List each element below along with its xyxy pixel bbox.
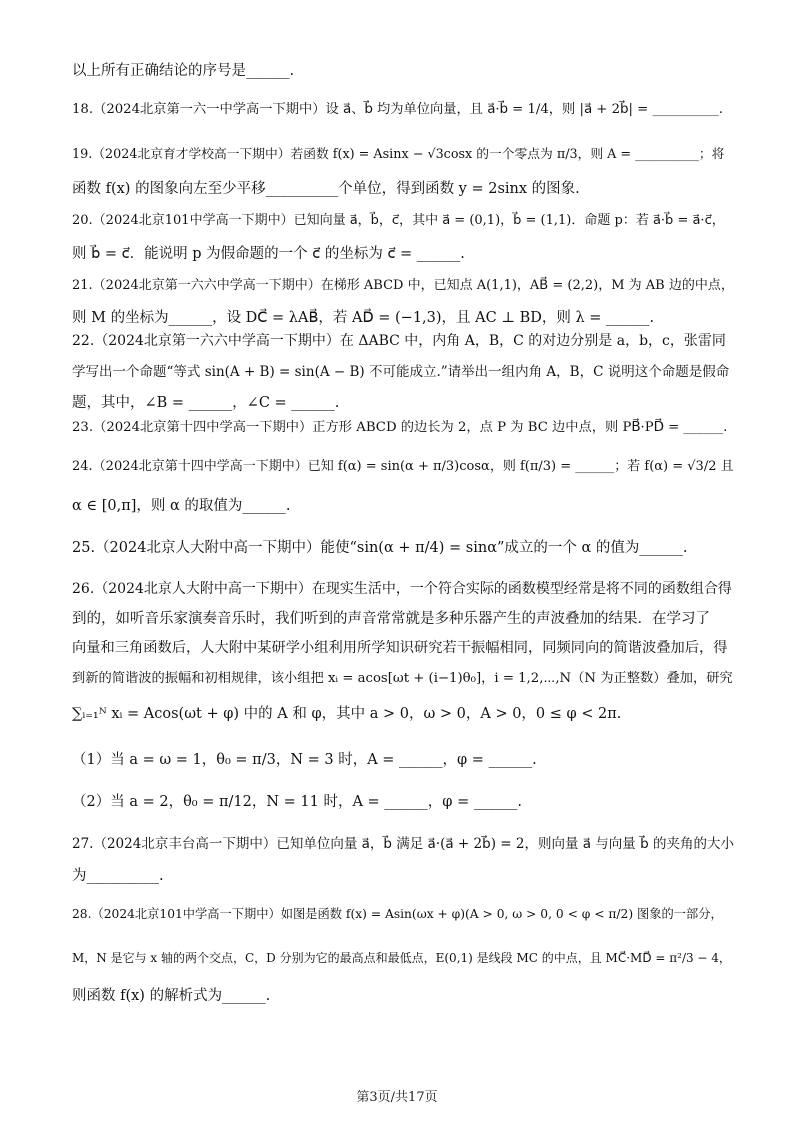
- text-line: 为__________.: [72, 868, 164, 884]
- text-line: 题，其中，∠B = ______，∠C = ______.: [72, 395, 340, 411]
- text-line: 函数 f(x) 的图象向左至少平移__________个单位，得到函数 y = 2sinx 的图象.: [72, 181, 580, 197]
- sub-question-2: （2）当 a = 2，θ₀ = π/12，N = 11 时，A = ______，φ = ______.: [72, 794, 522, 810]
- question-24: 24.（2024北京第十四中学高一下期中）已知 f(α) = sin(α + π/3)cosα，则 f(π/3) = ______；若 f(α) = √3/2 且: [72, 459, 734, 474]
- text-line: 则 M 的坐标为______，设 DC⃗ = λAB⃗，若 AD⃗ = (−1,3)，且 AC ⊥ BD，则 λ = ______.: [72, 310, 655, 326]
- text-line: 则函数 f(x) 的解析式为______.: [72, 988, 271, 1004]
- question-20: 20.（2024北京101中学高一下期中）已知向量 a⃗，b⃗，c⃗，其中 a⃗ = (0,1)，b⃗ = (1,1)．命题 p：若 a⃗·b⃗ = a⃗·c⃗，: [72, 213, 725, 228]
- question-19: 19.（2024北京育才学校高一下期中）若函数 f(x) = Asinx − √3cosx 的一个零点为 π/3，则 A = __________；将: [72, 147, 725, 162]
- text-line: ∑ᵢ₌₁ᴺ xᵢ = Acos(ωt + φ) 中的 A 和 φ，其中 a > 0，ω > 0，A > 0，0 ≤ φ < 2π.: [72, 706, 622, 722]
- question-23: 23.（2024北京第十四中学高一下期中）正方形 ABCD 的边长为 2，点 P 为 BC 边中点，则 PB⃗·PD⃗ = ______.: [72, 420, 728, 435]
- text-line: M，N 是它与 x 轴的两个交点，C，D 分别为它的最高点和最低点，E(0,1) 是线段 MC 的中点，且 MC⃗·MD⃗ = π²/3 − 4，: [72, 951, 731, 965]
- text-line: 向量和三角函数后，人大附中某研学小组利用所学知识研究若干振幅相同，同频同向的简谐波叠加后，得: [72, 640, 728, 656]
- question-26: 26.（2024北京人大附中高一下期中）在现实生活中，一个符合实际的函数模型经常是将不同的函数组合得: [72, 581, 732, 597]
- question-18: 18.（2024北京第一六一中学高一下期中）设 a⃗、b⃗ 均为单位向量，且 a⃗·b⃗ = 1/4，则 |a⃗ + 2b⃗| = __________.: [72, 102, 723, 117]
- sub-question-1: （1）当 a = ω = 1，θ₀ = π/3，N = 3 时，A = ______，φ = ______.: [72, 752, 537, 768]
- question-22: 22.（2024北京第一六六中学高一下期中）在 ΔABC 中，内角 A，B，C 的对边分别是 a，b，c，张雷同: [72, 333, 726, 349]
- text-line: 到的，如听音乐家演奏音乐时，我们听到的声音常常就是多种乐器产生的声波叠加的结果．在学习了: [72, 611, 710, 627]
- text-line: 以上所有正确结论的序号是______.: [72, 63, 295, 79]
- text-line: α ∈ [0,π]，则 α 的取值为______.: [72, 498, 291, 514]
- question-25: 25.（2024北京人大附中高一下期中）能使“sin(α + π/4) = sinα”成立的一个 α 的值为______.: [72, 540, 688, 556]
- question-28: 28.（2024北京101中学高一下期中）如图是函数 f(x) = Asin(ωx + φ)(A > 0, ω > 0, 0 < φ < π/2) 图象的一部分，: [72, 907, 723, 921]
- text-line: 到新的简谐波的振幅和初相规律，该小组把 xᵢ = acos[ωt + (i−1)θ₀]，i = 1,2,⋯,N（N 为正整数）叠加，研究: [72, 671, 733, 686]
- question-21: 21.（2024北京第一六六中学高一下期中）在梯形 ABCD 中，已知点 A(1,1)，AB⃗ = (2,2)，M 为 AB 边的中点，: [72, 278, 734, 293]
- page-footer: 第3页/共17页: [356, 1090, 438, 1105]
- text-line: 则 b⃗ = c⃗．能说明 p 为假命题的一个 c⃗ 的坐标为 c⃗ = ______.: [72, 246, 465, 262]
- question-27: 27.（2024北京丰台高一下期中）已知单位向量 a⃗，b⃗ 满足 a⃗·(a⃗ + 2b⃗) = 2，则向量 a⃗ 与向量 b⃗ 的夹角的大小: [72, 836, 734, 852]
- text-line: 学写出一个命题“等式 sin(A + B) = sin(A − B) 不可能成立.”请举出一组内角 A，B，C 说明这个命题是假命: [72, 364, 730, 380]
